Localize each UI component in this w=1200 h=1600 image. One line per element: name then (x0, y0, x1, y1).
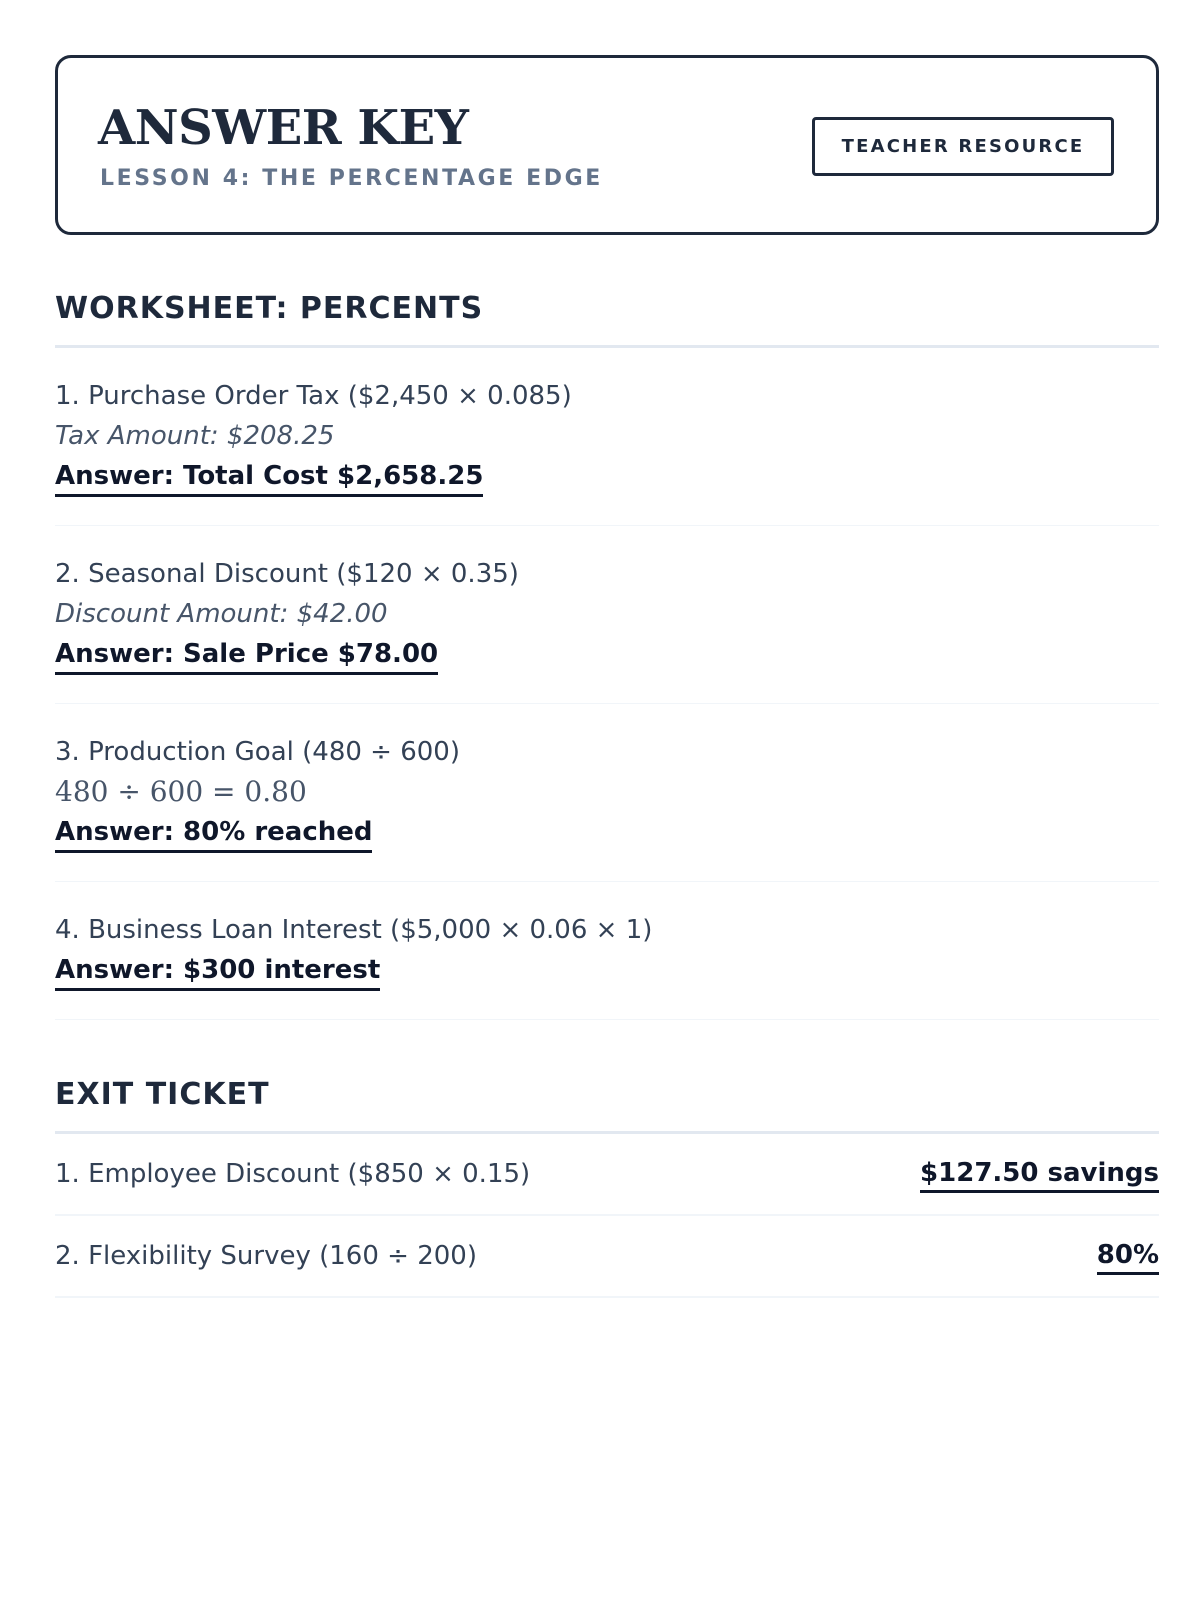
worksheet-problem-4 (55, 882, 1159, 1020)
problem-question: 1. Purchase Order Tax ($2,450 × 0.085) (55, 381, 572, 411)
problem-question: 4. Business Loan Interest ($5,000 × 0.06 × 1) (55, 915, 653, 945)
ticket-answer: $127.50 savings (920, 1156, 1159, 1193)
worksheet-section (55, 289, 1159, 1020)
worksheet-problem-3 (55, 704, 1159, 882)
problem-work-equation: 480 ÷ 600 = 0.80 (55, 775, 307, 808)
worksheet-heading: WORKSHEET: PERCENTS (55, 289, 1159, 348)
lesson-subtitle: LESSON 4: THE PERCENTAGE EDGE (100, 166, 603, 191)
header-card (55, 55, 1159, 235)
problem-question: 2. Seasonal Discount ($120 × 0.35) (55, 559, 519, 589)
exit-ticket-item-1 (55, 1134, 1159, 1216)
problem-answer: Answer: $300 interest (55, 952, 380, 991)
problem-answer: Answer: 80% reached (55, 814, 372, 853)
answer-key-page (55, 55, 1159, 1271)
exit-ticket-item-2 (55, 1216, 1159, 1298)
teacher-resource-badge: TEACHER RESOURCE (812, 117, 1114, 176)
ticket-question: 2. Flexibility Survey (160 ÷ 200) (55, 1241, 477, 1271)
problem-answer: Answer: Total Cost $2,658.25 (55, 458, 483, 497)
worksheet-problem-2 (55, 526, 1159, 704)
page-title: ANSWER KEY (98, 100, 469, 156)
ticket-question: 1. Employee Discount ($850 × 0.15) (55, 1159, 531, 1189)
exit-ticket-section (55, 1075, 1159, 1298)
ticket-answer: 80% (1097, 1238, 1159, 1275)
worksheet-problem-1 (55, 348, 1159, 526)
problem-question: 3. Production Goal (480 ÷ 600) (55, 737, 460, 767)
problem-answer: Answer: Sale Price $78.00 (55, 636, 438, 675)
problem-work: Discount Amount: $42.00 (55, 599, 388, 629)
exit-ticket-heading: EXIT TICKET (55, 1075, 1159, 1134)
problem-work: Tax Amount: $208.25 (55, 421, 335, 451)
